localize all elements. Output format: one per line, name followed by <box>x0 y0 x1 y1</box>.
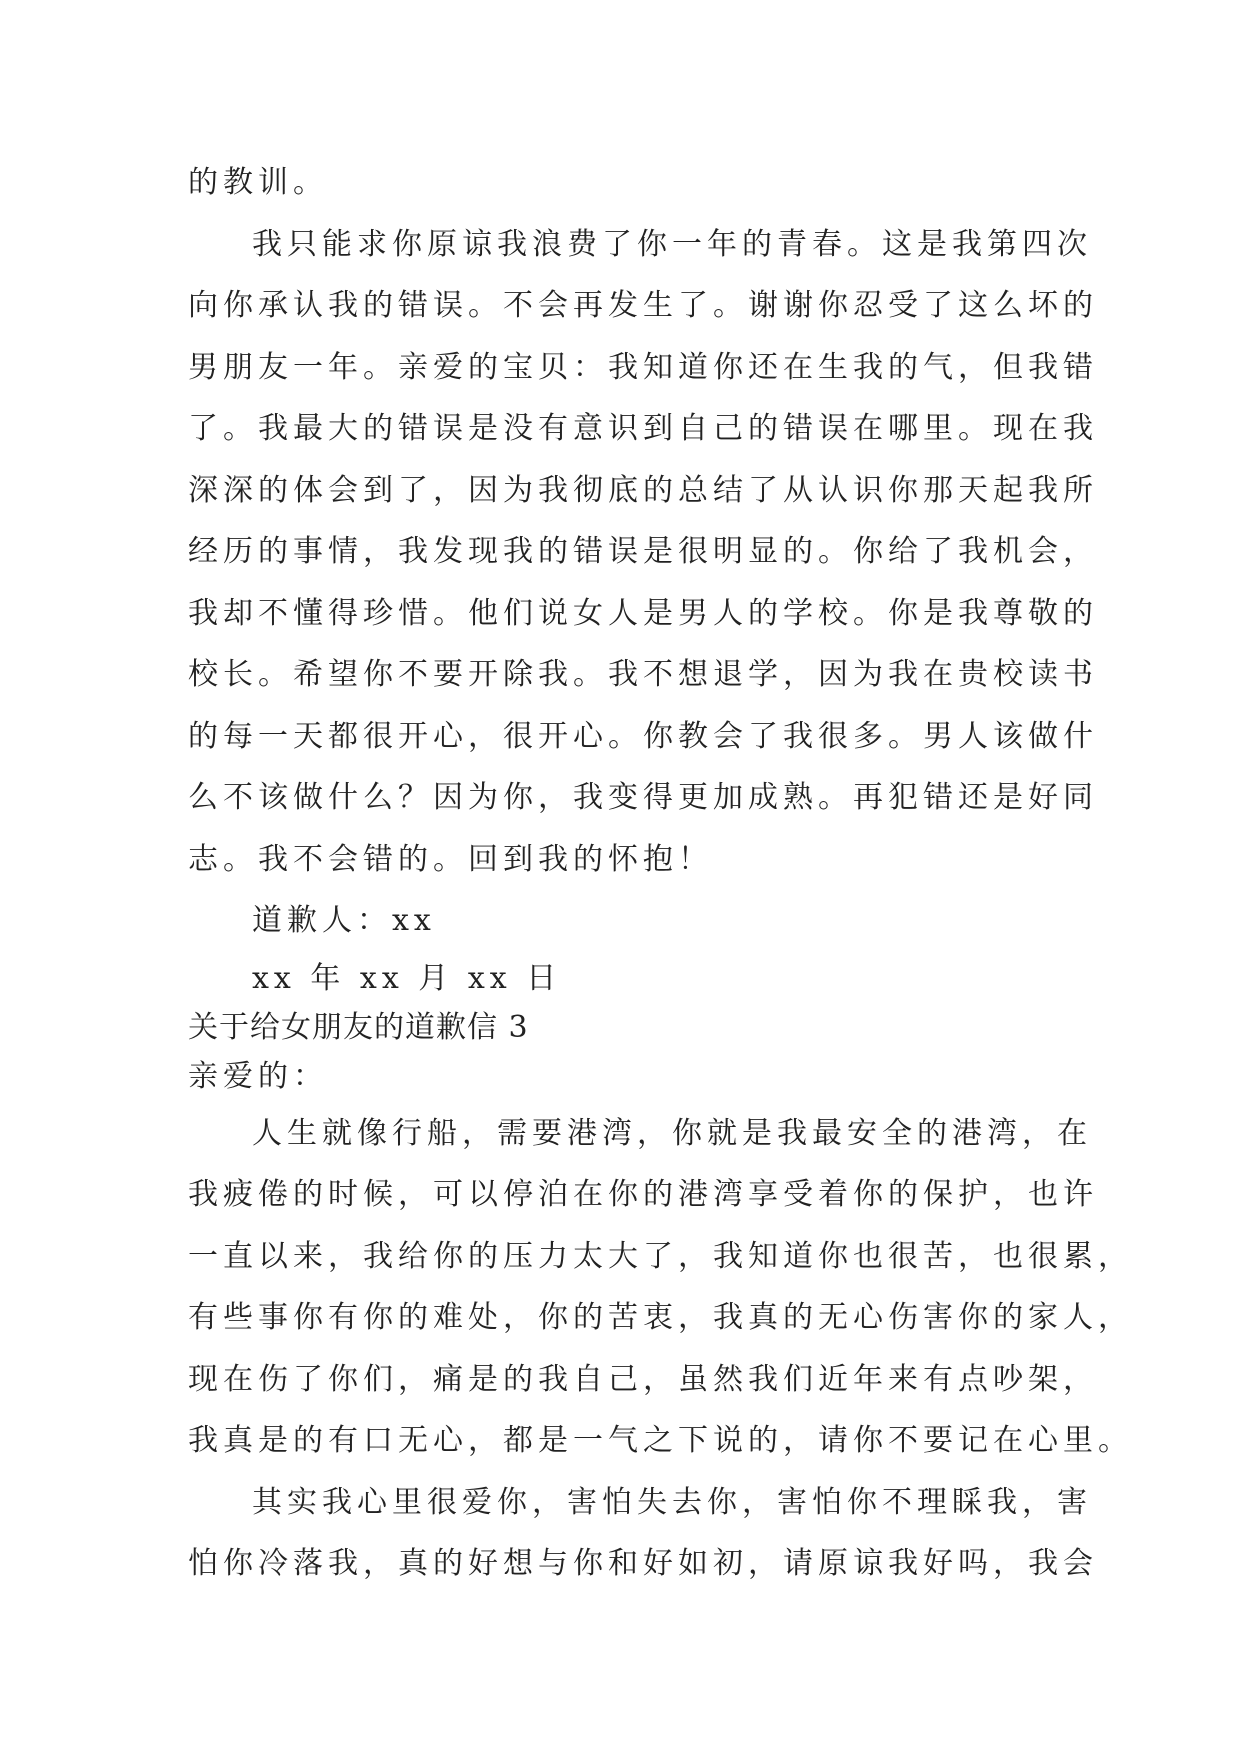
text-line: 么不该做什么？因为你，我变得更加成熟。再犯错还是好同 <box>188 780 1098 815</box>
text-line: 一直以来，我给你的压力太大了，我知道你也很苦，也很累， <box>188 1238 1133 1274</box>
text-line: 男朋友一年。亲爱的宝贝：我知道你还在生我的气，但我错 <box>188 349 1098 385</box>
text-line: 人生就像行船，需要港湾，你就是我最安全的港湾，在 <box>252 1115 1092 1151</box>
text-line: 的教训。 <box>188 165 328 200</box>
text-line: 了。我最大的错误是没有意识到自己的错误在哪里。现在我 <box>188 411 1098 446</box>
text-line: 经历的事情，我发现我的错误是很明显的。你给了我机会， <box>188 534 1098 569</box>
paragraph-love <box>188 1472 1098 1595</box>
text-line: 有些事你有你的难处，你的苦衷，我真的无心伤害你的家人， <box>188 1300 1133 1335</box>
paragraph-harbor <box>188 1103 1133 1472</box>
signature-line: 道歉人：xx <box>252 903 436 938</box>
date-line: xx 年 xx 月 xx 日 <box>252 960 562 996</box>
text-line: 现在伤了你们，痛是的我自己，虽然我们近年来有点吵架， <box>188 1361 1098 1397</box>
text-line: 我疲倦的时候，可以停泊在你的港湾享受着你的保护，也许 <box>188 1177 1098 1212</box>
document-body <box>188 152 1133 1595</box>
text-line: 志。我不会错的。回到我的怀抱！ <box>188 841 713 877</box>
text-line: 的每一天都很开心，很开心。你教会了我很多。男人该做什 <box>188 718 1098 754</box>
salutation: 亲爱的： <box>188 1058 328 1094</box>
text-line: 其实我心里很爱你，害怕失去你，害怕你不理睬我，害 <box>252 1484 1092 1520</box>
text-line: 我却不懂得珍惜。他们说女人是男人的学校。你是我尊敬的 <box>188 595 1098 631</box>
text-line: 深深的体会到了，因为我彻底的总结了从认识你那天起我所 <box>188 472 1098 508</box>
text-line: 向你承认我的错误。不会再发生了。谢谢你忍受了这么坏的 <box>188 288 1098 323</box>
text-line: 校长。希望你不要开除我。我不想退学，因为我在贵校读书 <box>188 657 1098 692</box>
text-line: 我真是的有口无心，都是一气之下说的，请你不要记在心里。 <box>188 1423 1133 1458</box>
section-title: 关于给女朋友的道歉信 3 <box>188 1009 529 1045</box>
text-line: 我只能求你原谅我浪费了你一年的青春。这是我第四次 <box>252 226 1092 262</box>
text-line: 怕你冷落我，真的好想与你和好如初，请原谅我好吗，我会 <box>188 1546 1098 1581</box>
paragraph-apology <box>188 214 1098 891</box>
